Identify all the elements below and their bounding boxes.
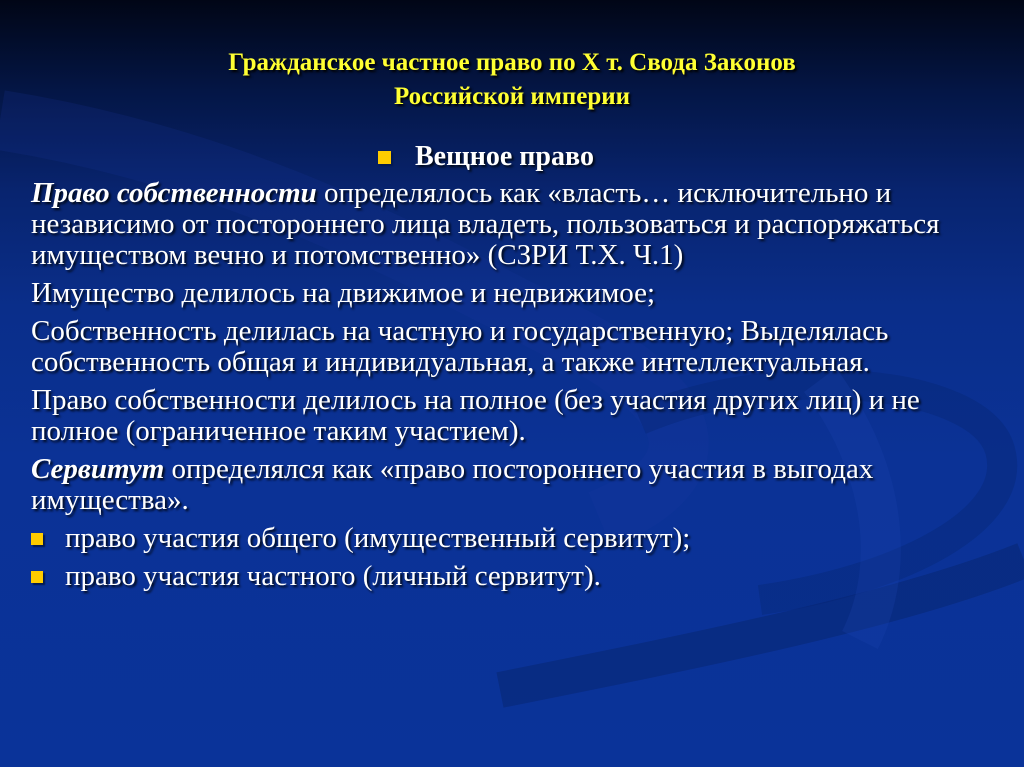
section-heading (378, 138, 594, 176)
paragraph-servitude-definition (31, 454, 991, 516)
square-bullet-icon (378, 151, 391, 164)
slide-title-line-1: Гражданское частное право по X т. Свода Законов (228, 49, 796, 76)
list-item-text: право участия общего (имущественный сервитут); (65, 522, 691, 554)
paragraph-full-partial-ownership: Право собственности делилось на полное (без участия других лиц) и не полное (ограниченное таким участием). (31, 384, 920, 447)
list-item (31, 561, 991, 592)
slide-body (31, 178, 991, 599)
square-bullet-icon (31, 571, 43, 583)
paragraph-text: определялось как «власть… исключительно и независимо от постороннего лица владеть, пользоваться и распоряжаться имуществом вечно и потомственно» (СЗРИ Т.Х. Ч.1) (31, 177, 940, 271)
paragraph-property-division: Имущество делилось на движимое и недвижимое; (31, 277, 656, 309)
paragraph-text: определялся как «право постороннего участия в выгодах имущества». (31, 453, 874, 516)
square-bullet-icon (31, 533, 43, 545)
list-item-text: право участия частного (личный сервитут). (65, 560, 601, 592)
paragraph-ownership-definition (31, 178, 991, 271)
slide-title (0, 46, 1024, 114)
list-item (31, 523, 991, 554)
section-heading-text: Вещное право (415, 141, 594, 172)
paragraph-ownership-types: Собственность делилась на частную и государственную; Выделялась собственность общая и индивидуальная, а также интеллектуальная. (31, 315, 889, 378)
slide-title-line-2: Российской империи (393, 83, 631, 110)
servitude-types-list (31, 523, 991, 592)
term-ownership: Право собственности (31, 177, 317, 209)
term-servitude: Сервитут (31, 453, 165, 485)
